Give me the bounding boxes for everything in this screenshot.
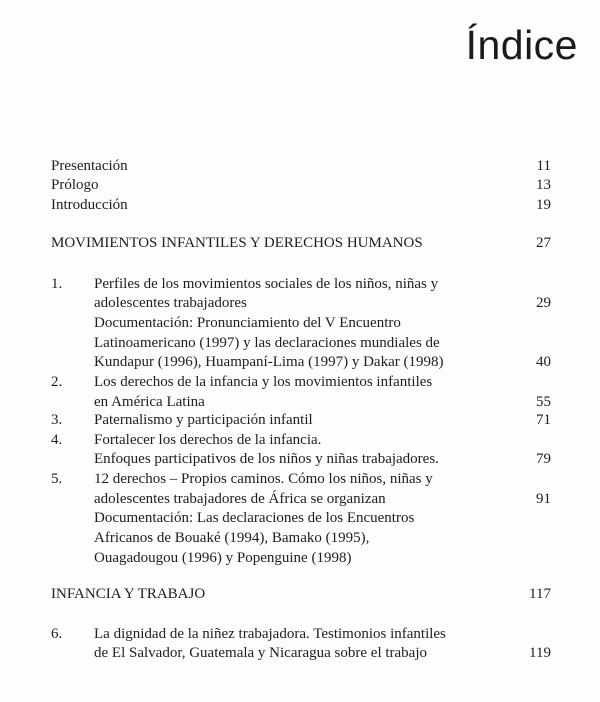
entry-title: Perfiles de los movimientos sociales de los niños, niñas y: [94, 276, 439, 292]
chapter-number: 6.: [51, 626, 63, 642]
entry-title: La dignidad de la niñez trabajadora. Testimonios infantiles: [94, 626, 446, 642]
toc-line: [0, 233, 600, 253]
toc-line: [0, 156, 600, 176]
entry-title: adolescentes trabajadores: [94, 295, 247, 311]
entry-title: Presentación: [51, 158, 128, 174]
chapter-number: 5.: [51, 471, 63, 487]
toc-line: [0, 584, 600, 604]
entry-title: de El Salvador, Guatemala y Nicaragua sobre el trabajo: [94, 645, 428, 661]
toc-line: [0, 469, 600, 489]
entry-title: Documentación: Pronunciamiento del V Encuentro: [94, 315, 401, 331]
toc-line: [0, 528, 600, 548]
page-number: 117: [529, 586, 551, 602]
entry-title: en América Latina: [94, 394, 205, 410]
entry-title: Africanos de Bouaké (1994), Bamako (1995),: [94, 530, 370, 546]
toc-line: [0, 548, 600, 568]
chapter-number: 2.: [51, 374, 63, 390]
page-number: 27: [536, 235, 551, 251]
page-number: 79: [536, 451, 551, 467]
page-number: 119: [529, 645, 551, 661]
toc-line: [0, 372, 600, 392]
toc-line: [0, 333, 600, 353]
page-number: 40: [536, 354, 551, 370]
entry-title: Paternalismo y participación infantil: [94, 412, 313, 428]
chapter-number: 4.: [51, 432, 63, 448]
entry-title: Latinoamericano (1997) y las declaraciones mundiales de: [94, 335, 440, 351]
entry-title: Documentación: Las declaraciones de los Encuentros: [94, 510, 415, 526]
entry-title: Enfoques participativos de los niños y niñas trabajadores.: [94, 451, 439, 467]
entry-title: Introducción: [51, 197, 128, 213]
page-title: Índice: [465, 22, 578, 68]
toc-line: [0, 175, 600, 195]
toc-line: [0, 410, 600, 430]
entry-title: MOVIMIENTOS INFANTILES Y DERECHOS HUMANOS: [51, 235, 423, 251]
entry-title: INFANCIA Y TRABAJO: [51, 586, 206, 602]
toc-line: [0, 489, 600, 509]
entry-title: Prólogo: [51, 177, 99, 193]
page-number: 29: [536, 295, 551, 311]
chapter-number: 3.: [51, 412, 63, 428]
toc-line: [0, 293, 600, 313]
toc-line: [0, 449, 600, 469]
toc-line: [0, 392, 600, 412]
toc-line: [0, 430, 600, 450]
entry-title: 12 derechos – Propios caminos. Cómo los niños, niñas y: [94, 471, 433, 487]
chapter-number: 1.: [51, 276, 63, 292]
toc-line: [0, 313, 600, 333]
entry-title: Kundapur (1996), Huampaní-Lima (1997) y Dakar (1998): [94, 354, 444, 370]
toc-line: [0, 352, 600, 372]
toc-line: [0, 274, 600, 294]
toc-line: [0, 643, 600, 663]
entry-title: Los derechos de la infancia y los movimientos infantiles: [94, 374, 433, 390]
page-number: 11: [536, 158, 551, 174]
entry-title: Fortalecer los derechos de la infancia.: [94, 432, 322, 448]
page-number: 91: [536, 491, 551, 507]
page-number: 55: [536, 394, 551, 410]
page-number: 13: [536, 177, 551, 193]
page-number: 71: [536, 412, 551, 428]
toc-line: [0, 195, 600, 215]
entry-title: Ouagadougou (1996) y Popenguine (1998): [94, 550, 352, 566]
toc-line: [0, 624, 600, 644]
toc-line: [0, 508, 600, 528]
page-number: 19: [536, 197, 551, 213]
entry-title: adolescentes trabajadores de África se organizan: [94, 491, 386, 507]
